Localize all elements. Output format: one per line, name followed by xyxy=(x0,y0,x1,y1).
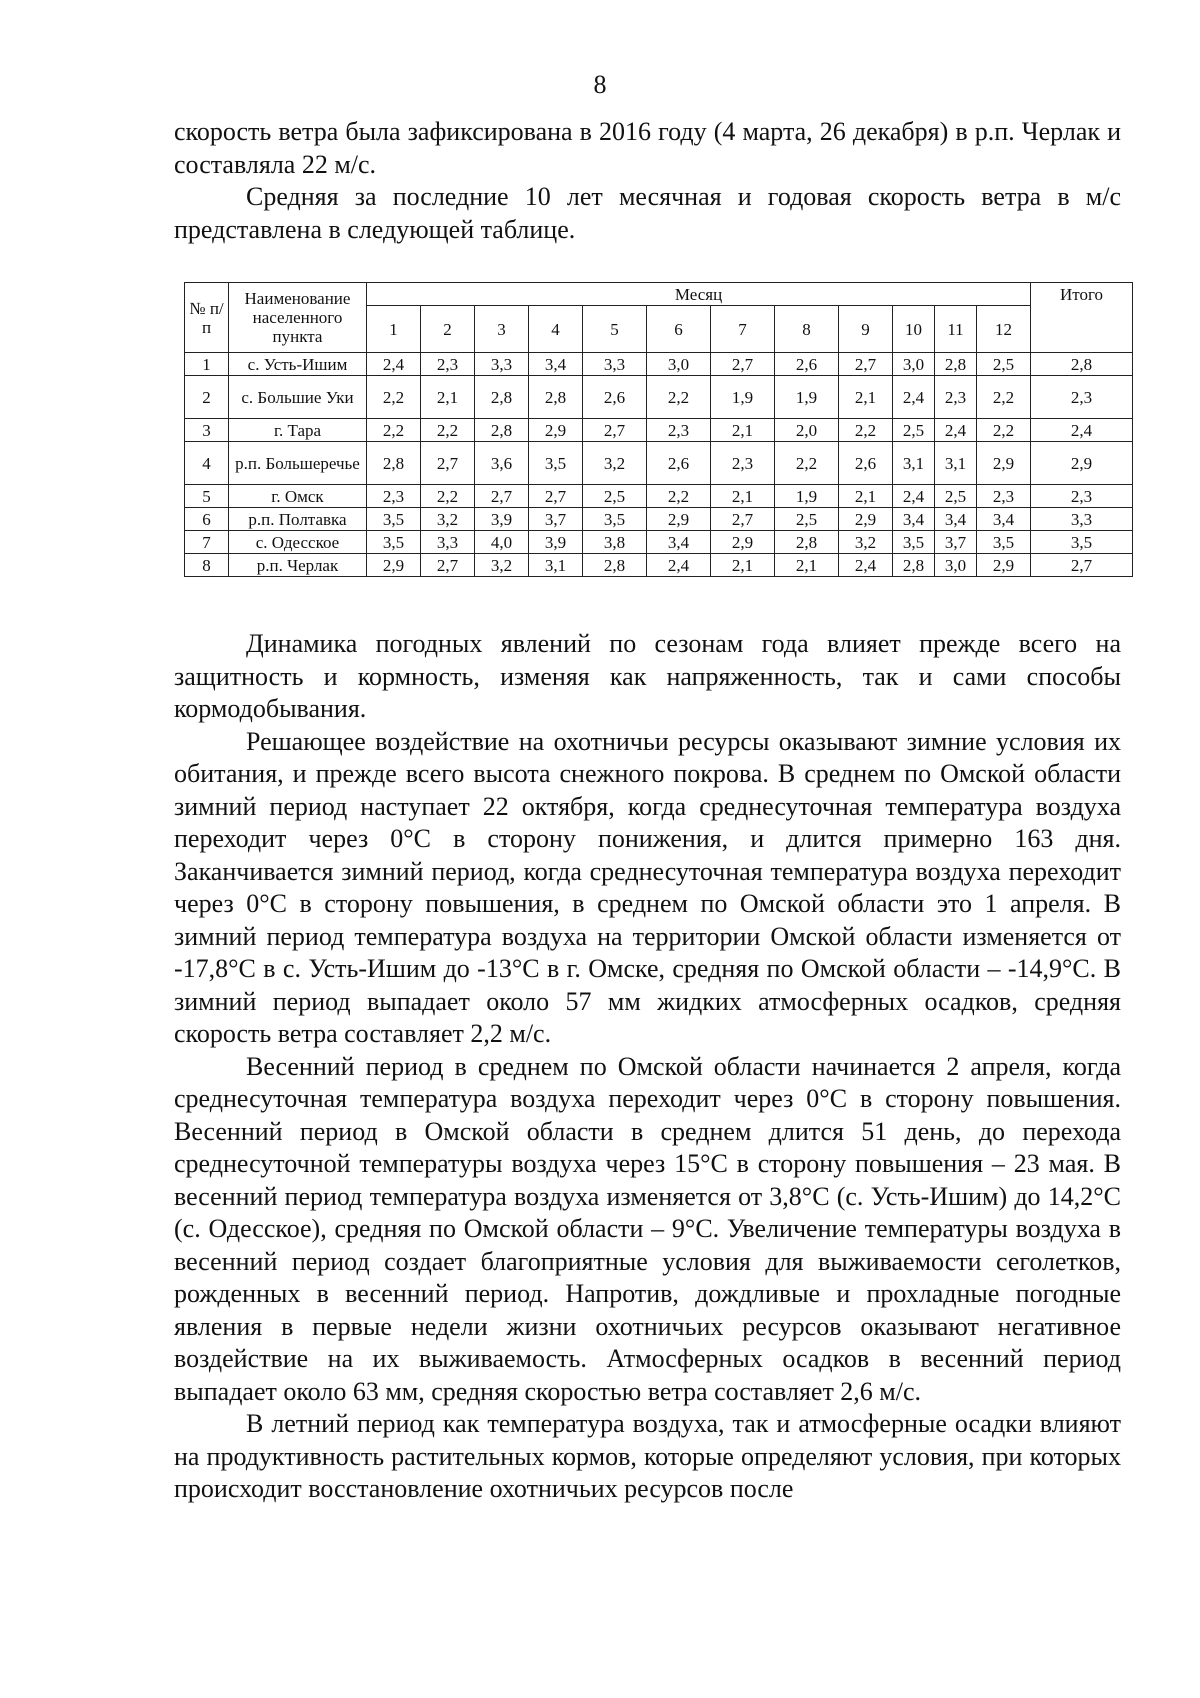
body-text xyxy=(174,628,1121,1506)
header-month: 8 xyxy=(775,306,839,353)
row-value: 3,5 xyxy=(367,531,421,554)
row-value: 2,9 xyxy=(367,554,421,577)
row-value: 3,5 xyxy=(583,508,647,531)
row-value: 2,3 xyxy=(977,485,1031,508)
row-value: 2,2 xyxy=(647,485,711,508)
row-value: 3,6 xyxy=(475,442,529,485)
row-value: 3,9 xyxy=(475,508,529,531)
row-value: 2,6 xyxy=(647,442,711,485)
row-value: 3,7 xyxy=(529,508,583,531)
header-month: 11 xyxy=(935,306,977,353)
row-value: 2,2 xyxy=(647,376,711,419)
table-row xyxy=(185,376,1133,419)
row-value: 2,1 xyxy=(711,554,775,577)
intro-text xyxy=(174,116,1121,246)
page-number: 8 xyxy=(593,70,607,99)
row-name: р.п. Полтавка xyxy=(229,508,367,531)
row-value: 2,2 xyxy=(367,376,421,419)
row-value: 3,4 xyxy=(529,353,583,376)
row-value: 2,2 xyxy=(421,419,475,442)
row-name: с. Большие Уки xyxy=(229,376,367,419)
header-month: 6 xyxy=(647,306,711,353)
row-value: 2,4 xyxy=(839,554,893,577)
row-total: 3,3 xyxy=(1031,508,1133,531)
row-value: 2,8 xyxy=(935,353,977,376)
row-value: 2,7 xyxy=(711,508,775,531)
row-total: 2,3 xyxy=(1031,485,1133,508)
row-value: 2,9 xyxy=(647,508,711,531)
header-month: 10 xyxy=(893,306,935,353)
header-month: 12 xyxy=(977,306,1031,353)
row-value: 3,3 xyxy=(583,353,647,376)
row-value: 2,3 xyxy=(421,353,475,376)
paragraph: Решающее воздействие на охотничьи ресурсы оказывают зимние условия их обитания, и прежде всего высота снежного покрова. В среднем по Омской области зимний период наступает 22 октября, когда среднесуточная температура воздуха переходит через 0°С в сторону понижения, и длится примерно 163 дня. Заканчивается зимний период, когда среднесуточная температура воздуха переходит через 0°С в сторону повышения, в среднем по Омской области это 1 апреля. В зимний период температура воздуха на территории Омской области изменяется от -17,8°С в с. Усть-Ишим до -13°С в г. Омске, средняя по Омской области – -14,9°С. В зимний период выпадает около 57 мм жидких атмосферных осадков, средняя скорость ветра составляет 2,2 м/с. xyxy=(174,726,1121,1048)
table-row xyxy=(185,508,1133,531)
paragraph: Весенний период в среднем по Омской области начинается 2 апреля, когда среднесуточная температура воздуха переходит через 0°С в сторону повышения. Весенний период в Омской области в среднем длится 51 день, до перехода среднесуточной температуры воздуха через 15°С в сторону повышения – 23 мая. В весенний период температура воздуха изменяется от 3,8°С (с. Усть-Ишим) до 14,2°С (с. Одесское), средняя по Омской области – 9°С. Увеличение температуры воздуха в весенний период создает благоприятные условия для выживаемости сеголетков, рожденных в весенний период. Напротив, дождливые и прохладные погодные явления в первые недели жизни охотничьих ресурсов оказывают негативное воздействие на их выживаемость. Атмосферных осадков в весенний период выпадает около 63 мм, средняя скоростью ветра составляет 2,6 м/с. xyxy=(174,1051,1121,1406)
row-value: 3,7 xyxy=(935,531,977,554)
row-value: 3,5 xyxy=(529,442,583,485)
row-name: с. Одесское xyxy=(229,531,367,554)
row-value: 2,2 xyxy=(775,442,839,485)
row-num: 7 xyxy=(185,531,229,554)
row-value: 2,7 xyxy=(839,353,893,376)
row-value: 3,2 xyxy=(839,531,893,554)
row-num: 6 xyxy=(185,508,229,531)
row-value: 1,9 xyxy=(711,376,775,419)
row-value: 2,9 xyxy=(529,419,583,442)
row-value: 2,7 xyxy=(529,485,583,508)
header-num: № п/п xyxy=(185,283,229,353)
row-value: 3,2 xyxy=(475,554,529,577)
row-value: 2,7 xyxy=(421,554,475,577)
row-value: 2,0 xyxy=(775,419,839,442)
header-month: 1 xyxy=(367,306,421,353)
table-row xyxy=(185,419,1133,442)
row-value: 3,2 xyxy=(583,442,647,485)
table-row xyxy=(185,554,1133,577)
row-value: 2,1 xyxy=(775,554,839,577)
header-month: 4 xyxy=(529,306,583,353)
header-total: Итого xyxy=(1031,283,1133,353)
row-value: 2,3 xyxy=(935,376,977,419)
row-value: 2,4 xyxy=(893,376,935,419)
row-value: 2,5 xyxy=(977,353,1031,376)
row-value: 2,7 xyxy=(475,485,529,508)
row-value: 2,2 xyxy=(421,485,475,508)
row-num: 8 xyxy=(185,554,229,577)
row-value: 2,3 xyxy=(367,485,421,508)
row-name: р.п. Большеречье xyxy=(229,442,367,485)
row-value: 2,5 xyxy=(583,485,647,508)
row-value: 2,9 xyxy=(977,442,1031,485)
row-value: 3,5 xyxy=(367,508,421,531)
paragraph: скорость ветра была зафиксирована в 2016 году (4 марта, 26 декабря) в р.п. Черлак и составляла 22 м/с. xyxy=(174,117,1121,179)
row-value: 2,1 xyxy=(421,376,475,419)
row-value: 2,7 xyxy=(583,419,647,442)
row-value: 2,5 xyxy=(775,508,839,531)
row-value: 2,3 xyxy=(647,419,711,442)
row-value: 3,3 xyxy=(421,531,475,554)
row-value: 3,2 xyxy=(421,508,475,531)
row-value: 3,9 xyxy=(529,531,583,554)
row-value: 2,6 xyxy=(839,442,893,485)
table-row xyxy=(185,353,1133,376)
row-value: 3,1 xyxy=(935,442,977,485)
row-num: 4 xyxy=(185,442,229,485)
row-value: 2,8 xyxy=(475,376,529,419)
row-name: с. Усть-Ишим xyxy=(229,353,367,376)
row-value: 2,6 xyxy=(583,376,647,419)
row-value: 3,0 xyxy=(647,353,711,376)
row-value: 2,2 xyxy=(977,376,1031,419)
row-value: 2,7 xyxy=(421,442,475,485)
row-num: 5 xyxy=(185,485,229,508)
row-total: 2,7 xyxy=(1031,554,1133,577)
wind-speed-table xyxy=(184,282,1133,577)
row-value: 2,4 xyxy=(367,353,421,376)
row-value: 3,4 xyxy=(977,508,1031,531)
row-value: 2,8 xyxy=(529,376,583,419)
row-value: 1,9 xyxy=(775,376,839,419)
row-value: 2,9 xyxy=(839,508,893,531)
row-value: 4,0 xyxy=(475,531,529,554)
row-value: 2,3 xyxy=(711,442,775,485)
row-value: 3,3 xyxy=(475,353,529,376)
header-month: 3 xyxy=(475,306,529,353)
row-value: 3,4 xyxy=(647,531,711,554)
row-value: 2,9 xyxy=(977,554,1031,577)
row-value: 2,6 xyxy=(775,353,839,376)
row-value: 3,1 xyxy=(529,554,583,577)
row-value: 3,0 xyxy=(893,353,935,376)
row-num: 2 xyxy=(185,376,229,419)
row-value: 1,9 xyxy=(775,485,839,508)
row-value: 2,2 xyxy=(839,419,893,442)
row-value: 2,2 xyxy=(977,419,1031,442)
table-row xyxy=(185,485,1133,508)
table-row xyxy=(185,442,1133,485)
paragraph: Динамика погодных явлений по сезонам года влияет прежде всего на защитность и кормность, изменяя как напряженность, так и сами способы кормодобывания. xyxy=(174,629,1121,723)
row-value: 2,9 xyxy=(711,531,775,554)
row-value: 2,2 xyxy=(367,419,421,442)
row-total: 2,4 xyxy=(1031,419,1133,442)
row-name: г. Омск xyxy=(229,485,367,508)
row-total: 2,8 xyxy=(1031,353,1133,376)
paragraph: В летний период как температура воздуха, так и атмосферные осадки влияют на продуктивность растительных кормов, которые определяют условия, при которых происходит восстановление охотничьих ресурсов после xyxy=(174,1409,1121,1503)
row-value: 3,4 xyxy=(893,508,935,531)
row-value: 3,4 xyxy=(935,508,977,531)
header-name: Наименование населенного пункта xyxy=(229,283,367,353)
row-value: 2,8 xyxy=(367,442,421,485)
header-month: 7 xyxy=(711,306,775,353)
row-value: 2,5 xyxy=(893,419,935,442)
row-value: 2,8 xyxy=(893,554,935,577)
row-num: 3 xyxy=(185,419,229,442)
paragraph: Средняя за последние 10 лет месячная и годовая скорость ветра в м/с представлена в следующей таблице. xyxy=(174,182,1121,244)
row-value: 2,4 xyxy=(935,419,977,442)
row-value: 3,5 xyxy=(893,531,935,554)
row-total: 2,3 xyxy=(1031,376,1133,419)
row-name: р.п. Черлак xyxy=(229,554,367,577)
row-value: 2,1 xyxy=(839,485,893,508)
header-month: 2 xyxy=(421,306,475,353)
row-value: 2,5 xyxy=(935,485,977,508)
row-value: 3,8 xyxy=(583,531,647,554)
row-value: 3,5 xyxy=(977,531,1031,554)
row-value: 2,4 xyxy=(647,554,711,577)
row-total: 3,5 xyxy=(1031,531,1133,554)
row-value: 2,8 xyxy=(583,554,647,577)
row-name: г. Тара xyxy=(229,419,367,442)
row-total: 2,9 xyxy=(1031,442,1133,485)
table-row xyxy=(185,531,1133,554)
row-value: 2,8 xyxy=(475,419,529,442)
header-month-group: Месяц xyxy=(367,283,1031,306)
row-value: 2,1 xyxy=(711,485,775,508)
row-value: 2,1 xyxy=(711,419,775,442)
row-value: 3,0 xyxy=(935,554,977,577)
row-value: 2,7 xyxy=(711,353,775,376)
header-month: 5 xyxy=(583,306,647,353)
row-num: 1 xyxy=(185,353,229,376)
row-value: 2,1 xyxy=(839,376,893,419)
row-value: 2,4 xyxy=(893,485,935,508)
header-month: 9 xyxy=(839,306,893,353)
row-value: 2,8 xyxy=(775,531,839,554)
row-value: 3,1 xyxy=(893,442,935,485)
